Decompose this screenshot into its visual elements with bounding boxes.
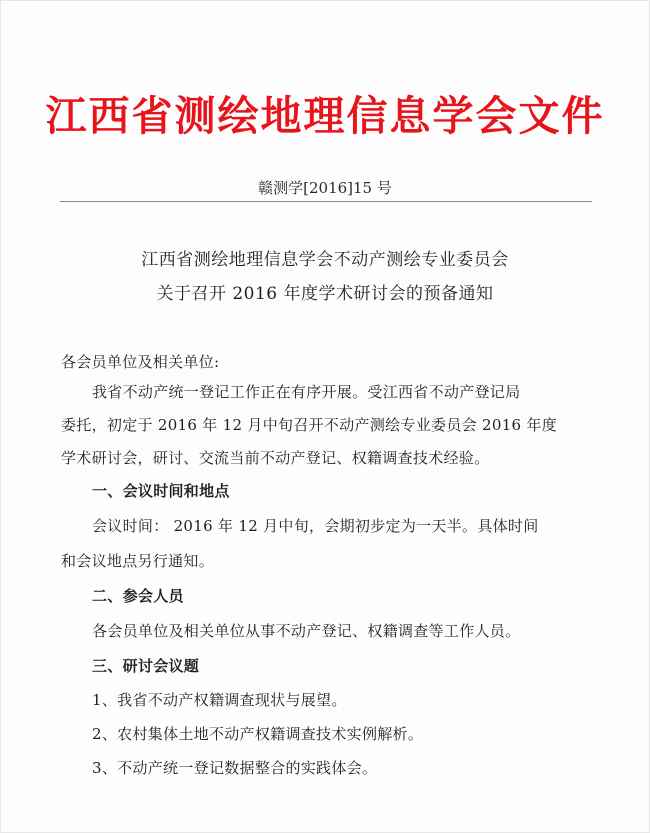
header-divider [60, 201, 592, 202]
section-1-heading: 一、会议时间和地点 [92, 482, 230, 500]
section-2-heading: 二、参会人员 [92, 587, 184, 605]
subject-line-1: 江西省测绘地理信息学会不动产测绘专业委员会 [141, 250, 509, 270]
intro-line-1: 我省不动产统一登记工作正在有序开展。受江西省不动产登记局 [92, 383, 521, 401]
document-header-title: 江西省测绘地理信息学会文件 [45, 92, 605, 140]
section-1-line-2: 和会议地点另行通知。 [61, 552, 215, 570]
section-2-line-1: 各会员单位及相关单位从事不动产登记、权籍调查等工作人员。 [92, 622, 521, 640]
topic-item-2: 2、农村集体土地不动产权籍调查技术实例解析。 [92, 725, 424, 743]
document-number: 赣测学[2016]15 号 [258, 179, 392, 197]
intro-line-2: 委托，初定于 2016 年 12 月中旬召开不动产测绘专业委员会 2016 年度 [61, 416, 558, 434]
section-3-heading: 三、研讨会议题 [92, 657, 200, 675]
subject-line-2: 关于召开 2016 年度学术研讨会的预备通知 [156, 284, 494, 304]
intro-line-3: 学术研讨会，研讨、交流当前不动产登记、权籍调查技术经验。 [61, 449, 490, 467]
salutation: 各会员单位及相关单位: [61, 353, 220, 371]
topic-item-1: 1、我省不动产权籍调查现状与展望。 [92, 691, 347, 709]
topic-item-3: 3、不动产统一登记数据整合的实践体会。 [92, 759, 378, 777]
section-1-line-1: 会议时间： 2016 年 12 月中旬，会期初步定为一天半。具体时间 [92, 517, 539, 535]
